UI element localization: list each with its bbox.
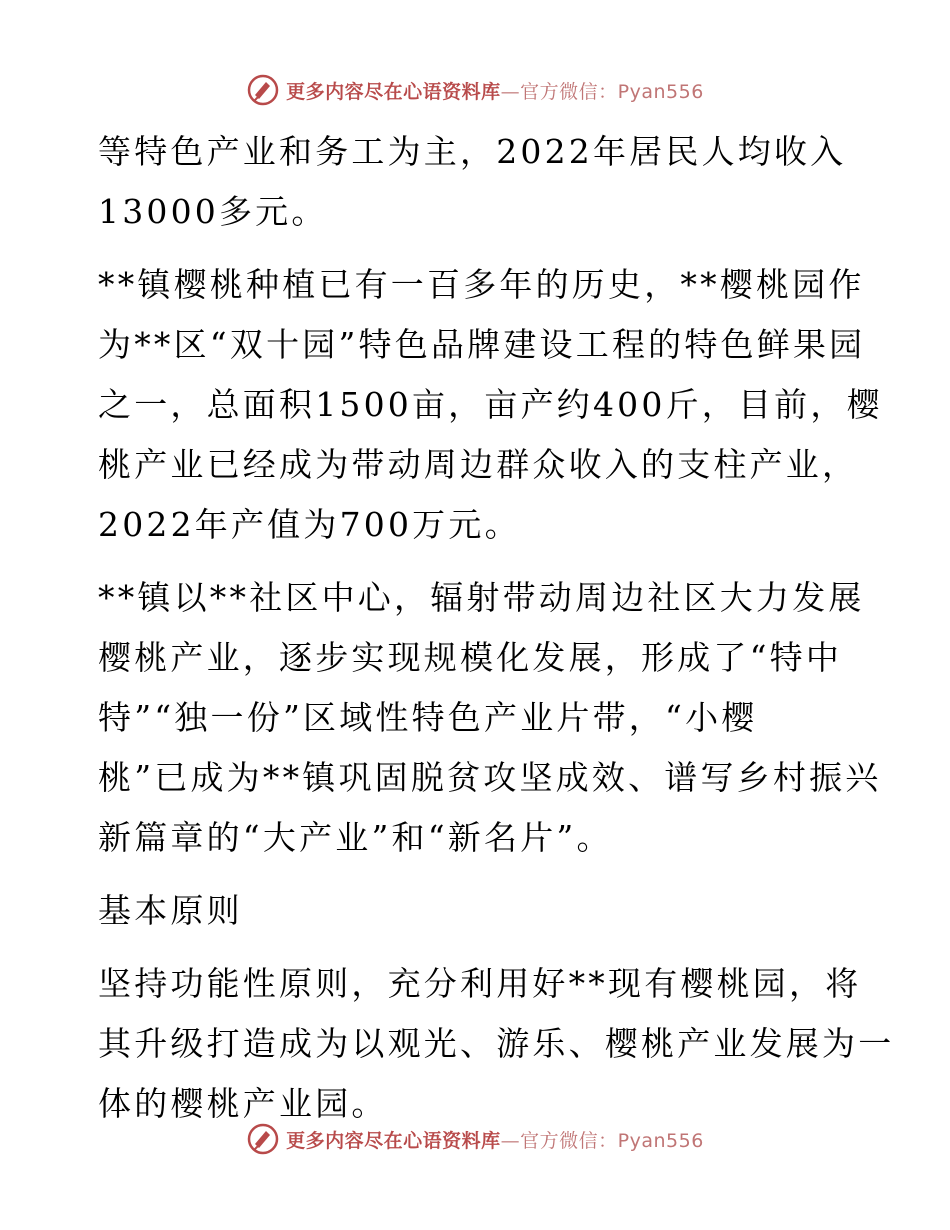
text-line: 为**区“双十园”特色品牌建设工程的特色鲜果园 [98,325,866,364]
watermark-text: 更多内容尽在心语资料库—官方微信：Pyan556 [286,80,704,103]
logo-icon [246,1122,280,1156]
watermark-text: 更多内容尽在心语资料库—官方微信：Pyan556 [286,1129,704,1152]
text-line: 特”“独一份”区域性特色产业片带，“小樱 [98,698,758,737]
paragraph-industry-development [98,568,882,868]
text-line: 桃”已成为**镇巩固脱贫攻坚成效、谱写乡村振兴 [98,758,882,797]
text-line: 坚持功能性原则，充分利用好**现有樱桃园，将 [98,964,862,1003]
text-line: **镇以**社区中心，辐射带动周边社区大力发展 [98,578,865,617]
text-line: 新篇章的“大产业”和“新名片”。 [98,818,613,857]
text-line: 樱桃产业，逐步实现规模化发展，形成了“特中 [98,638,843,677]
text-line: 桃产业已经成为带动周边群众收入的支柱产业， [98,445,859,484]
section-heading-basic-principles [98,881,858,941]
text-line: 之一，总面积1500亩，亩产约400斤，目前，樱 [98,385,883,424]
paragraph-functional-principle [98,954,895,1134]
text-line: 2022年产值为700万元。 [98,505,521,544]
text-line: **镇樱桃种植已有一百多年的历史，**樱桃园作 [98,265,865,304]
text-line: 其升级打造成为以观光、游乐、樱桃产业发展为一 [98,1024,895,1063]
paragraph-cherry-history [98,255,883,555]
text-line: 13000多元。 [98,192,328,231]
text-line: 体的樱桃产业园。 [98,1084,388,1123]
paragraph-income [98,122,858,242]
footer-watermark [0,1121,950,1157]
heading-line: 基本原则 [98,891,243,930]
text-line: 等特色产业和务工为主，2022年居民人均收入 [98,132,847,171]
header-watermark [0,72,950,108]
logo-icon [246,73,280,107]
document-body [98,122,895,1134]
